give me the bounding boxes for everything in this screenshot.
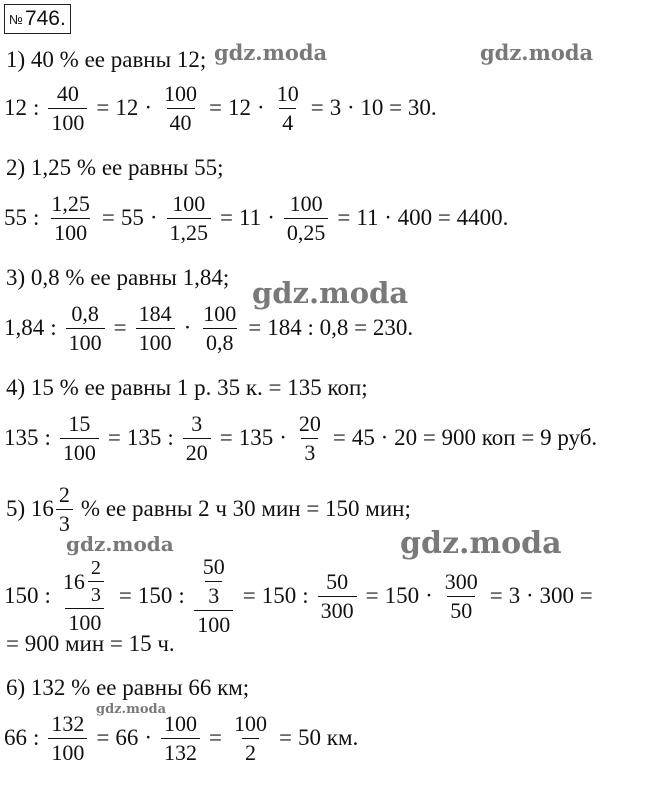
fraction (48, 80, 87, 135)
numerator: 15 (68, 410, 91, 436)
problem-5-label (6, 481, 411, 536)
numerator: 40 (56, 80, 79, 106)
numerator (194, 556, 234, 610)
problem-2-label: 2) 1,25 % ее равны 55; (6, 155, 224, 180)
problem-5-continuation: = 900 мин = 15 ч. (6, 631, 175, 656)
denominator: 2 (242, 738, 259, 764)
fraction (161, 80, 200, 135)
numerator: 50 (202, 554, 225, 579)
watermark: gdz.moda (252, 276, 409, 310)
problem-1-label: 1) 40 % ее равны 12; (6, 47, 207, 72)
numerator: 100 (203, 300, 237, 326)
denominator: 4 (279, 108, 296, 134)
fraction (60, 410, 99, 465)
colon: : (33, 95, 40, 120)
fraction (442, 568, 481, 623)
dot: · (257, 95, 265, 120)
fraction (56, 481, 73, 536)
colon: : (302, 583, 309, 608)
operand: 66 (4, 725, 27, 750)
numerator: 300 (444, 568, 478, 594)
operand: 135 (126, 425, 162, 450)
fraction (48, 190, 93, 245)
equals: = (332, 425, 346, 450)
equals: = (209, 725, 223, 750)
mixed-number (60, 558, 110, 608)
denominator: 0,8 (203, 328, 237, 354)
denominator: 100 (136, 328, 175, 354)
operand: 12 (4, 95, 27, 120)
equals: = (101, 205, 115, 230)
watermark: gdz.moda (400, 526, 562, 561)
fraction (284, 190, 329, 245)
denominator: 50 (447, 596, 475, 622)
denominator: 300 (318, 596, 357, 622)
operand: 66 (115, 725, 139, 750)
watermark: gdz.moda (96, 702, 167, 717)
equals: = (96, 95, 110, 120)
result: 184 : 0,8 = 230. (267, 315, 414, 340)
operand: 55 (4, 205, 27, 230)
denominator: 3 (56, 509, 73, 535)
problem-1-equation (4, 78, 437, 138)
task-number-box (4, 4, 71, 34)
numerator: 184 (138, 300, 172, 326)
dot: · (144, 95, 153, 120)
colon: : (167, 425, 174, 450)
watermark: gdz.moda (66, 532, 174, 556)
task-number: 746. (24, 7, 66, 30)
operand: 1,84 (4, 315, 45, 340)
operand: 12 (228, 95, 252, 120)
equals: = (113, 315, 127, 340)
equals: = (248, 315, 262, 340)
operand: 55 (120, 205, 144, 230)
colon: : (33, 205, 40, 230)
operand: 150 (137, 583, 173, 608)
denominator: 1,25 (167, 218, 212, 244)
numerator: 0,8 (71, 300, 99, 326)
watermark: gdz.moda (214, 40, 328, 65)
label-text: % ее равны 2 ч 30 мин = 150 мин; (80, 496, 411, 521)
numerator: 100 (172, 190, 206, 216)
equals: = (365, 583, 379, 608)
colon: : (33, 725, 40, 750)
number-sign: № (9, 12, 23, 27)
colon: : (178, 583, 185, 608)
operand: 150 (4, 583, 39, 608)
dot: · (267, 205, 275, 230)
equals: = (220, 205, 234, 230)
fraction (167, 190, 212, 245)
equals: = (337, 205, 351, 230)
denominator: 100 (194, 610, 233, 636)
result: 3 · 10 = 30. (329, 95, 437, 120)
dot: · (425, 583, 433, 608)
operand: 135 (238, 425, 274, 450)
result: 3 · 300 = (508, 583, 593, 608)
fraction (48, 710, 87, 765)
problem-4-label: 4) 15 % ее равны 1 р. 35 к. = 135 коп; (6, 375, 368, 400)
numerator: 132 (51, 710, 85, 736)
result: 11 · 400 = 4400. (356, 205, 509, 230)
equals: = (96, 725, 110, 750)
fraction (231, 710, 270, 765)
numerator: 2 (90, 557, 101, 579)
dot: · (279, 425, 287, 450)
fraction (88, 558, 104, 605)
equals: = (118, 583, 132, 608)
numerator: 100 (289, 190, 323, 216)
problem-6-equation (4, 708, 358, 768)
numerator: 50 (326, 568, 349, 594)
denominator: 3 (301, 438, 318, 464)
numerator: 100 (234, 710, 268, 736)
denominator: 100 (48, 738, 87, 764)
denominator: 100 (60, 438, 99, 464)
fraction (183, 410, 211, 465)
fraction (274, 80, 302, 135)
problem-3-label: 3) 0,8 % ее равны 1,84; (6, 265, 230, 290)
numerator: 20 (298, 410, 321, 436)
denominator: 132 (161, 738, 200, 764)
fraction (66, 300, 105, 355)
equals: = (219, 425, 233, 450)
operand: 12 (115, 95, 139, 120)
label-text: 5) 16 (6, 496, 54, 521)
denominator: 3 (205, 581, 222, 607)
problem-2-equation (4, 188, 508, 248)
operand: 150 (384, 583, 420, 608)
compound-fraction (194, 556, 234, 636)
denominator: 20 (183, 438, 211, 464)
numerator: 10 (276, 80, 299, 106)
result: 45 · 20 = 900 коп = 9 руб. (351, 425, 598, 450)
fraction (200, 300, 239, 355)
dot: · (144, 725, 153, 750)
compound-fraction (60, 558, 110, 634)
equals: = (107, 425, 121, 450)
colon: : (44, 425, 51, 450)
operand: 135 (4, 425, 39, 450)
numerator: 100 (164, 710, 198, 736)
equals: = (209, 95, 223, 120)
problem-6-label: 6) 132 % ее равны 66 км; (6, 675, 250, 700)
numerator: 3 (191, 410, 203, 436)
denominator: 0,25 (284, 218, 329, 244)
operand: 150 (261, 583, 297, 608)
numerator: 1,25 (51, 190, 90, 216)
fraction (296, 410, 324, 465)
denominator: 100 (51, 218, 90, 244)
equals: = (279, 725, 293, 750)
fraction (136, 300, 175, 355)
equals: = (242, 583, 256, 608)
fraction (161, 710, 200, 765)
equals: = (489, 583, 503, 608)
equals: = (310, 95, 324, 120)
dot: · (149, 205, 158, 230)
numerator: 2 (58, 481, 70, 507)
denominator: 100 (65, 608, 104, 634)
colon: : (50, 315, 57, 340)
whole-part: 16 (62, 568, 85, 594)
fraction (318, 568, 357, 623)
fraction (200, 556, 228, 607)
denominator: 100 (48, 108, 87, 134)
result: 50 км. (298, 725, 359, 750)
denominator: 100 (66, 328, 105, 354)
colon: : (44, 583, 51, 608)
denominator: 40 (167, 108, 195, 134)
denominator: 3 (88, 581, 104, 605)
numerator: 100 (164, 80, 198, 106)
operand: 11 (239, 205, 262, 230)
problem-4-equation (4, 408, 597, 468)
dot: · (183, 315, 192, 340)
watermark: gdz.moda (480, 40, 594, 65)
